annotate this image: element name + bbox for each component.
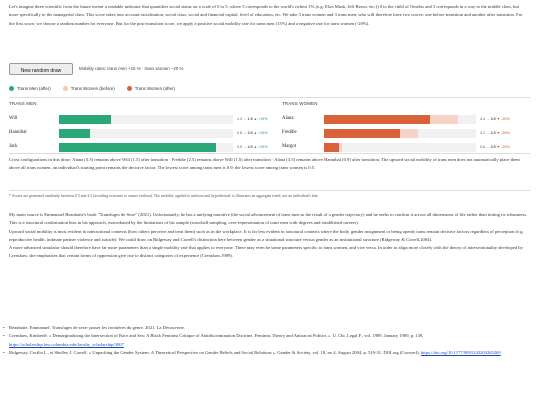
row-label: Alana <box>282 116 294 121</box>
change-label: +15% <box>258 117 268 121</box>
value-after: 3.5 <box>490 117 496 121</box>
arrow-right-icon: → <box>485 117 491 121</box>
discussion <box>9 211 529 261</box>
value-label <box>237 145 267 149</box>
legend-item-trans-men-after <box>9 86 51 91</box>
bullet-icon: • <box>3 349 5 355</box>
row-label: Freddie <box>282 130 297 135</box>
change-label: -20% <box>501 117 510 121</box>
footnote: * Scores are generated randomly between 0.5 and 4.5 (avoiding extremes to ensure realism). The mobility applied is uniform and hypothetical: it illustrates an aggregate trend, not an individual's fate. <box>9 194 319 198</box>
trans-men-panel <box>9 101 271 153</box>
value-before: 3.1 <box>480 131 485 135</box>
value-before: 0.8 <box>237 131 242 135</box>
value-label <box>480 117 510 121</box>
bullet-icon: • <box>3 333 5 339</box>
trans-men-title: TRANS MEN <box>9 101 37 106</box>
value-after: 1.5 <box>247 117 253 121</box>
arrow-right-icon: → <box>242 145 248 149</box>
reference-text: Beaubatie, Emmanuel. Transfuges de sexe: passer les frontières du genre. 2021. La Découverte. <box>9 325 185 330</box>
value-label <box>237 117 267 121</box>
value-label <box>480 145 510 149</box>
discussion-paragraph: A more advanced simulator should therefore have far more parameters than a single mobility rate that applies to everyone. There may even be some parameters specific to trans women, and vice versa. In order to align more closely with the theory of intersectionality developed by Crenshaw, she emphasises that certain forms of oppression give rise to distinct categories of experience (Crenshaw,1989). <box>9 245 523 259</box>
cross-configurations-text: Cross configurations in this draw: Alana (3.5) remains above Will (1.5) after transition · Freddie (2.5) remains above Will (1.5) after transition · Alana (3.5) remains above Hannibal (0.9) after transition. The upward social mobility of trans men does not automatically place them above all trans women, an individual's starting point remains the decisive factor. The lowest score among trans men is 0.9; the lowest score among trans women is 0.5. <box>9 157 520 171</box>
legend-label: Trans Women (before) <box>70 85 115 91</box>
row-label: Will <box>9 116 18 121</box>
trend-down-icon: ▼ <box>495 117 502 121</box>
reference-item <box>3 349 529 357</box>
arrow-right-icon: → <box>485 145 491 149</box>
reference-text: Ridgeway, Cecilia L., et Shelley J. Correll. « Unpacking the Gender System: A Theoretical Perspective on Gender Beliefs and Social Relations ». Gender & Society, vol. 18, no 4, August 2004, p. 510-31. DOI.org (Crossref), <box>9 349 420 355</box>
legend-item-trans-women-after <box>127 86 175 91</box>
legend-label: Trans Men (after) <box>17 85 51 91</box>
arrow-right-icon: → <box>242 131 248 135</box>
change-label: -20% <box>501 131 510 135</box>
row-label: Jack <box>9 144 18 149</box>
legend-swatch-trans-men-after <box>9 86 14 91</box>
legend <box>9 84 175 92</box>
intro-paragraph: Let's imagine three scientific from the future invent a readable indicator that quantifies social status on a scale of 0 to 5, where 5 corresponds to the world's richest 1% (e.g. Elon Musk, Jeff Bezos, etc.)) 0 to the child of Omelas and 3 corresponds in a way to the middle class, but more specifically to the managerial class. This score takes into account racialisation, social class, social and financial capital, level of education, etc. We take 3 trans women and 3 trans men, who will therefore have two scores: one before transition and another after transition. For the first score, we choose a random number for everyone. But for the post-transition score, we apply a positive social mobility rate for trans men (15%) and a negative rate for trans women (-20%). <box>9 4 523 26</box>
trend-down-icon: ▼ <box>495 131 502 135</box>
legend-swatch-trans-women-before <box>63 86 68 91</box>
divider <box>9 190 530 191</box>
divider <box>9 97 530 98</box>
reference-text: Crenshaw, Kimberlé. « Demarginalizing the Intersection of Race and Sex: A Black Feminist Critique of Antidiscrimination Doctrine, Feminist Theory and Antiracist Politics ». U. Chi. Legal F., vol. 1989, January 1989, p. 139, <box>9 333 424 339</box>
bar-track <box>324 143 476 152</box>
arrow-right-icon: → <box>242 117 248 121</box>
trend-up-icon: ▲ <box>252 117 259 121</box>
bar-trans-women-after <box>324 115 430 124</box>
value-before: 3.9 <box>237 145 242 149</box>
reference-item <box>3 324 529 332</box>
reference-link[interactable]: https://doi.org/10.1177/0891243204265269 <box>420 349 501 355</box>
bar-trans-men-after <box>59 143 216 152</box>
bar-trans-women-after <box>324 129 400 138</box>
value-after: 0.5 <box>490 145 496 149</box>
change-label: +15% <box>258 145 268 149</box>
bar-trans-men-after <box>59 129 90 138</box>
value-before: 0.6 <box>480 145 485 149</box>
reference-link[interactable]: https://scholarship.law.columbia.edu/faculty_scholarship/3007 <box>9 341 124 347</box>
trans-women-title: TRANS WOMEN <box>282 101 318 106</box>
value-before: 1.3 <box>237 117 242 121</box>
change-label: -20% <box>501 145 510 149</box>
value-after: 4.5 <box>247 145 253 149</box>
arrow-right-icon: → <box>485 131 491 135</box>
trend-down-icon: ▼ <box>495 145 502 149</box>
legend-item-trans-women-before <box>63 86 115 91</box>
mobility-rates-text: Mobility rates: trans men +15 % · trans women −20 % <box>79 66 184 71</box>
bullet-icon: • <box>3 325 5 330</box>
bar-trans-men-after <box>59 115 111 124</box>
row-label: Margot <box>282 144 297 149</box>
discussion-paragraph: My main source is Emmanuel Beaubatie's book "Transfuges de Sexe" (2021). Unfortunately, he has a unifying narrative (the social advancement of trans men as the result of a gender trajectory) and he seeks to confirm it across all dimensions of life rather than testing its robustness. This is a structural confirmation bias in his approach, exacerbated by the limitations of his sample (snowball sampling, over-representation of trans men with degrees and established careers). <box>9 212 528 226</box>
legend-label: Trans Women (after) <box>134 85 175 91</box>
new-random-draw-button[interactable]: New random draw <box>9 63 73 75</box>
row-label: Hannibal <box>9 130 27 135</box>
trans-women-panel <box>282 101 530 153</box>
value-after: 2.5 <box>490 131 496 135</box>
legend-swatch-trans-women-after <box>127 86 132 91</box>
trend-up-icon: ▲ <box>252 145 259 149</box>
value-before: 4.4 <box>480 117 485 121</box>
bar-trans-women-after <box>324 143 339 152</box>
divider <box>9 153 530 154</box>
references-list <box>3 324 529 357</box>
change-label: +15% <box>258 131 268 135</box>
reference-item <box>3 332 529 349</box>
discussion-paragraph: Upward social mobility is most evident in interactional contexts (how others perceive and treat them) such as in the workplace. It is far less evident in structural contexts where the body, gender assignment or being openly trans remain decisive factors regardless of perception (e.g. reproductive health, intimate partner violence and suicide). We could draw on Ridgeway and Correll's distinction here between gender as a situational structure versus gender as an institutional structure (Ridgeway & Correll,2004). <box>9 228 524 242</box>
value-label <box>237 131 267 135</box>
value-label <box>480 131 510 135</box>
trend-up-icon: ▲ <box>252 131 259 135</box>
value-after: 0.9 <box>247 131 253 135</box>
